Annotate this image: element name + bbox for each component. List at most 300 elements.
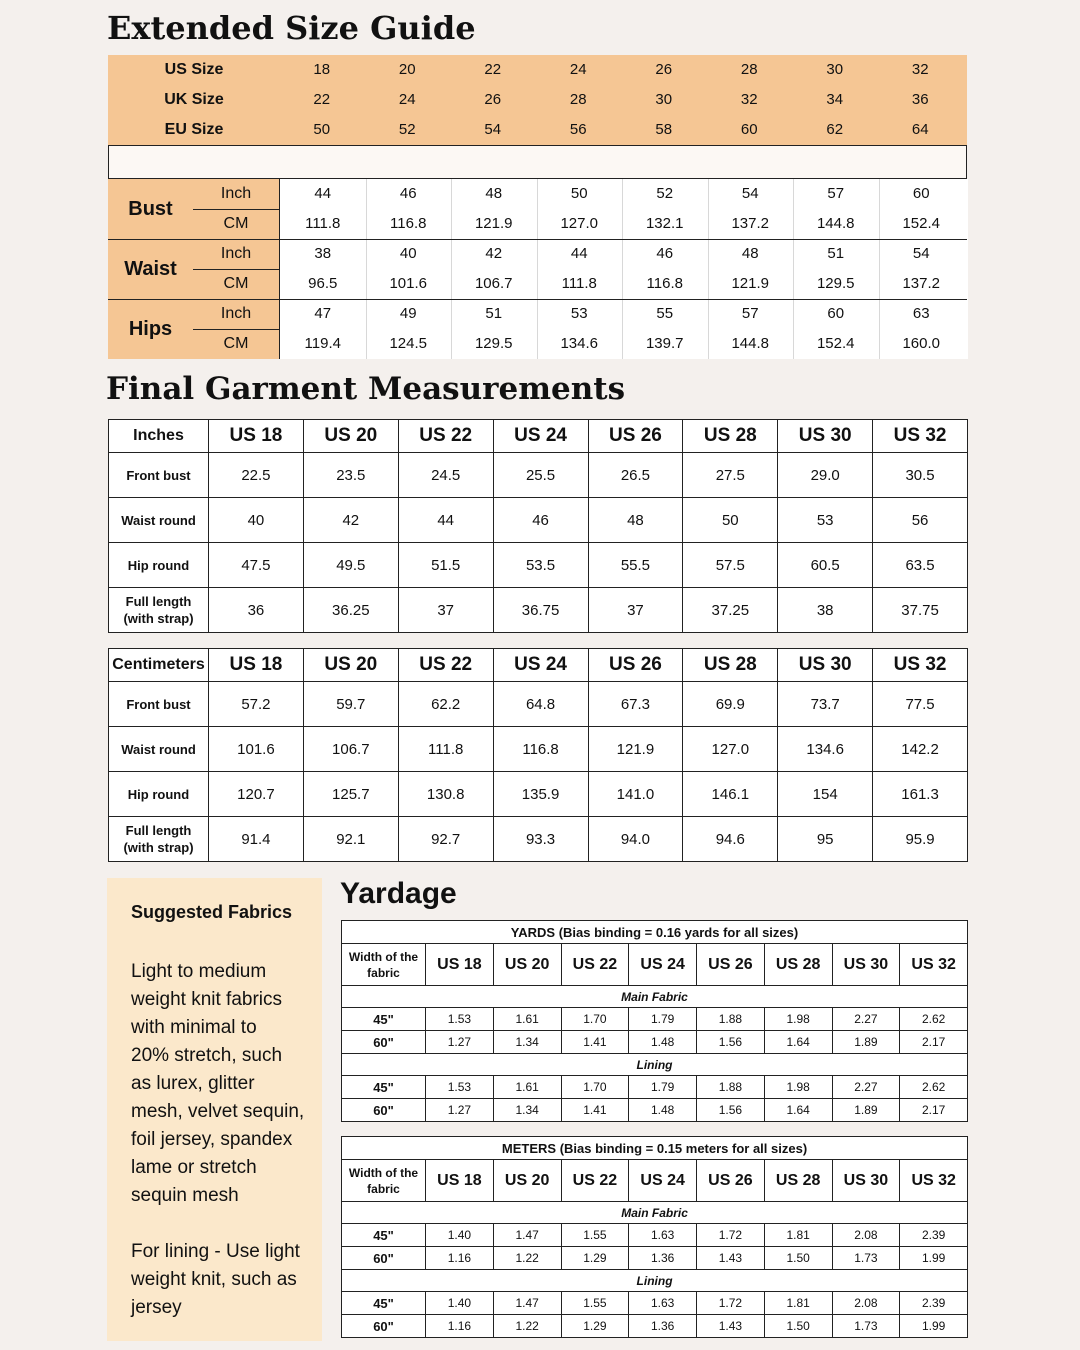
unit-divider	[193, 329, 279, 330]
size-value: 54	[484, 121, 502, 138]
fabrics-line: weight knit fabrics	[131, 989, 283, 1010]
column-divider	[622, 299, 623, 359]
cell-value: 2.62	[900, 1008, 968, 1031]
cell-value: 1.70	[561, 1008, 629, 1031]
section-label: Main Fabric	[342, 1202, 968, 1224]
measurement-value: 106.7	[474, 275, 513, 292]
size-value: 18	[313, 61, 331, 78]
table-row	[109, 817, 968, 862]
table-row	[109, 588, 968, 633]
lining-description	[131, 1238, 300, 1322]
measurement-value: 134.6	[560, 335, 599, 352]
measurement-value: 51	[485, 305, 503, 322]
corner-label: Centimeters	[109, 649, 209, 682]
size-row-label: UK Size	[164, 91, 224, 108]
fabrics-line: with minimal to	[131, 1017, 257, 1038]
size-header: US 24	[629, 1160, 697, 1202]
cell-value: 130.8	[398, 772, 493, 817]
measurement-value: 47	[314, 305, 332, 322]
table-row	[109, 772, 968, 817]
column-divider	[622, 239, 623, 299]
cell-value: 38	[778, 588, 873, 633]
column-divider	[793, 179, 794, 239]
column-divider	[622, 179, 623, 239]
row-label: Front bust	[109, 453, 209, 498]
column-divider	[879, 179, 880, 239]
measurement-value: 144.8	[731, 335, 770, 352]
table-row	[109, 453, 968, 498]
cell-value: 1.16	[426, 1247, 494, 1270]
unit-divider	[193, 209, 279, 210]
cell-value: 1.22	[493, 1315, 561, 1338]
size-header: US 20	[303, 420, 398, 453]
cell-value: 135.9	[493, 772, 588, 817]
table-row	[342, 1247, 968, 1270]
measurement-value: 48	[485, 185, 503, 202]
cell-value: 64.8	[493, 682, 588, 727]
cell-value: 67.3	[588, 682, 683, 727]
cell-value: 1.55	[561, 1224, 629, 1247]
cell-value: 46	[493, 498, 588, 543]
caption-row	[342, 921, 968, 944]
size-row	[108, 55, 967, 85]
size-row-label: US Size	[164, 61, 224, 78]
size-header: US 20	[493, 1160, 561, 1202]
measurement-value: 132.1	[645, 215, 684, 232]
table-row	[109, 727, 968, 772]
unit-label: CM	[223, 275, 249, 292]
table-row	[109, 682, 968, 727]
cell-value: 1.16	[426, 1315, 494, 1338]
column-divider	[708, 179, 709, 239]
size-value: 64	[911, 121, 929, 138]
size-header: US 22	[398, 649, 493, 682]
size-header: US 24	[493, 420, 588, 453]
size-header: US 28	[683, 649, 778, 682]
unit-label: CM	[223, 215, 249, 232]
measurement-value: 51	[827, 245, 845, 262]
measurement-label: Bust	[108, 179, 193, 239]
cell-value: 1.43	[697, 1247, 765, 1270]
cell-value: 29.0	[778, 453, 873, 498]
cell-value: 1.72	[697, 1292, 765, 1315]
width-value: 45"	[342, 1008, 426, 1031]
table-row	[342, 1292, 968, 1315]
column-divider	[366, 299, 367, 359]
column-divider	[451, 239, 452, 299]
cell-value: 2.39	[900, 1292, 968, 1315]
section-label: Lining	[342, 1054, 968, 1076]
size-header: US 32	[873, 649, 968, 682]
cell-value: 92.7	[398, 817, 493, 862]
column-divider	[537, 179, 538, 239]
yardage-yards-table	[341, 920, 968, 1122]
header-row	[342, 1160, 968, 1202]
cell-value: 120.7	[209, 772, 304, 817]
cell-value: 2.08	[832, 1292, 900, 1315]
measurement-value: 160.0	[902, 335, 941, 352]
size-value: 30	[826, 61, 844, 78]
column-divider	[537, 299, 538, 359]
cell-value: 1.48	[629, 1031, 697, 1054]
cell-value: 25.5	[493, 453, 588, 498]
measurement-value: 46	[656, 245, 674, 262]
size-header: US 30	[832, 1160, 900, 1202]
measurement-value: 137.2	[902, 275, 941, 292]
garment-centimeters-table	[108, 648, 968, 862]
cell-value: 1.41	[561, 1031, 629, 1054]
cell-value: 161.3	[873, 772, 968, 817]
width-value: 45"	[342, 1076, 426, 1099]
size-value: 20	[398, 61, 416, 78]
measurement-value: 60	[827, 305, 845, 322]
size-header: US 24	[493, 649, 588, 682]
measurement-value: 152.4	[902, 215, 941, 232]
measurement-value: 54	[741, 185, 759, 202]
column-divider	[537, 239, 538, 299]
cell-value: 1.70	[561, 1076, 629, 1099]
cell-value: 1.34	[493, 1099, 561, 1122]
size-header: US 30	[832, 944, 900, 986]
row-divider	[108, 299, 967, 300]
unit-divider	[193, 269, 279, 270]
cell-value: 50	[683, 498, 778, 543]
cell-value: 94.0	[588, 817, 683, 862]
measurement-value: 121.9	[474, 215, 513, 232]
size-row	[108, 85, 967, 115]
cell-value: 42	[303, 498, 398, 543]
cell-value: 1.36	[629, 1247, 697, 1270]
cell-value: 77.5	[873, 682, 968, 727]
width-label: Width of the fabric	[342, 944, 426, 986]
size-header: US 20	[493, 944, 561, 986]
measurement-value: 38	[314, 245, 332, 262]
lining-line: For lining - Use light	[131, 1241, 300, 1262]
cell-value: 37.25	[683, 588, 778, 633]
size-header: US 30	[778, 649, 873, 682]
table-row	[342, 1099, 968, 1122]
measurement-value: 121.9	[731, 275, 770, 292]
row-label: Waist round	[109, 727, 209, 772]
cell-value: 69.9	[683, 682, 778, 727]
measurement-value: 127.0	[560, 215, 599, 232]
measurement-value: 63	[912, 305, 930, 322]
cell-value: 1.50	[764, 1315, 832, 1338]
size-header: US 26	[697, 1160, 765, 1202]
cell-value: 125.7	[303, 772, 398, 817]
size-value: 28	[569, 91, 587, 108]
measurement-values	[279, 239, 968, 299]
cell-value: 23.5	[303, 453, 398, 498]
cell-value: 1.27	[426, 1099, 494, 1122]
measurement-value: 50	[570, 185, 588, 202]
size-value: 56	[569, 121, 587, 138]
size-conversion-header	[108, 55, 967, 145]
measurement-label: Hips	[108, 299, 193, 359]
measurement-value: 111.8	[305, 215, 341, 232]
cell-value: 63.5	[873, 543, 968, 588]
size-header: US 24	[629, 944, 697, 986]
suggested-fabrics-panel	[107, 878, 322, 1341]
table-row	[109, 498, 968, 543]
unit-column	[193, 299, 279, 359]
section-row	[342, 1202, 968, 1224]
cell-value: 47.5	[209, 543, 304, 588]
cell-value: 1.53	[426, 1008, 494, 1031]
size-header: US 28	[683, 420, 778, 453]
cell-value: 1.48	[629, 1099, 697, 1122]
size-value: 32	[911, 61, 929, 78]
measurement-value: 116.8	[390, 215, 427, 232]
cell-value: 1.72	[697, 1224, 765, 1247]
cell-value: 1.29	[561, 1315, 629, 1338]
cell-value: 121.9	[588, 727, 683, 772]
table-row	[342, 1224, 968, 1247]
cell-value: 1.64	[764, 1099, 832, 1122]
unit-label: Inch	[220, 305, 252, 322]
cell-value: 1.27	[426, 1031, 494, 1054]
cell-value: 134.6	[778, 727, 873, 772]
measurement-value: 54	[912, 245, 930, 262]
cell-value: 30.5	[873, 453, 968, 498]
yardage-title: Yardage	[340, 877, 457, 910]
fabrics-line: mesh, velvet sequin,	[131, 1101, 305, 1122]
measurement-value: 44	[314, 185, 332, 202]
fabrics-line: lame or stretch	[131, 1157, 257, 1178]
measurement-value: 124.5	[389, 335, 428, 352]
lining-line: weight knit, such as	[131, 1269, 297, 1290]
cell-value: 1.63	[629, 1224, 697, 1247]
unit-label: CM	[223, 335, 249, 352]
cell-value: 1.99	[900, 1315, 968, 1338]
measurement-value: 144.8	[816, 215, 855, 232]
cell-value: 1.81	[764, 1292, 832, 1315]
cell-value: 37.75	[873, 588, 968, 633]
measurement-values	[279, 299, 968, 359]
measurement-value: 52	[656, 185, 674, 202]
fabrics-line: foil jersey, spandex	[131, 1129, 293, 1150]
cell-value: 2.27	[832, 1076, 900, 1099]
table-row	[109, 543, 968, 588]
fabrics-title: Suggested Fabrics	[131, 902, 293, 922]
cell-value: 1.36	[629, 1315, 697, 1338]
size-value: 58	[655, 121, 673, 138]
fabrics-line: 20% stretch, such	[131, 1045, 283, 1066]
cell-value: 1.61	[493, 1008, 561, 1031]
cell-value: 1.63	[629, 1292, 697, 1315]
spacer-row	[108, 145, 967, 179]
measurement-value: 152.4	[816, 335, 855, 352]
measurement-value: 101.6	[389, 275, 428, 292]
cell-value: 127.0	[683, 727, 778, 772]
unit-column	[193, 179, 279, 239]
cell-value: 94.6	[683, 817, 778, 862]
width-label: Width of the fabric	[342, 1160, 426, 1202]
size-header: US 18	[209, 649, 304, 682]
cell-value: 142.2	[873, 727, 968, 772]
row-label: Hip round	[109, 772, 209, 817]
measurement-value: 111.8	[561, 275, 597, 292]
cell-value: 57.5	[683, 543, 778, 588]
size-value: 36	[911, 91, 929, 108]
cell-value: 116.8	[493, 727, 588, 772]
measurement-value: 119.4	[304, 335, 341, 352]
measurement-value: 57	[827, 185, 845, 202]
cell-value: 1.47	[493, 1292, 561, 1315]
cell-value: 1.89	[832, 1099, 900, 1122]
cell-value: 106.7	[303, 727, 398, 772]
row-label: Full length (with strap)	[109, 588, 209, 633]
row-label: Waist round	[109, 498, 209, 543]
fabrics-line: sequin mesh	[131, 1185, 239, 1206]
cell-value: 36	[209, 588, 304, 633]
cell-value: 95.9	[873, 817, 968, 862]
cell-value: 1.40	[426, 1292, 494, 1315]
unit-column	[193, 239, 279, 299]
column-divider	[366, 179, 367, 239]
size-header: US 26	[588, 649, 683, 682]
cell-value: 26.5	[588, 453, 683, 498]
size-value: 26	[484, 91, 502, 108]
cell-value: 51.5	[398, 543, 493, 588]
measurement-value: 46	[399, 185, 417, 202]
column-divider	[451, 179, 452, 239]
size-value: 50	[313, 121, 331, 138]
fabrics-line: Light to medium	[131, 961, 267, 982]
cell-value: 1.40	[426, 1224, 494, 1247]
cell-value: 95	[778, 817, 873, 862]
header-row	[109, 649, 968, 682]
cell-value: 2.39	[900, 1224, 968, 1247]
width-value: 45"	[342, 1292, 426, 1315]
fabrics-line: as lurex, glitter	[131, 1073, 255, 1094]
cell-value: 37	[398, 588, 493, 633]
size-header: US 18	[426, 1160, 494, 1202]
measurement-value: 139.7	[645, 335, 684, 352]
table-caption: YARDS (Bias binding = 0.16 yards for all sizes)	[342, 921, 968, 944]
cell-value: 1.53	[426, 1076, 494, 1099]
cell-value: 1.64	[764, 1031, 832, 1054]
table-caption: METERS (Bias binding = 0.15 meters for all sizes)	[342, 1137, 968, 1160]
size-header: US 28	[764, 944, 832, 986]
section-row	[342, 1270, 968, 1292]
cell-value: 37	[588, 588, 683, 633]
section-label: Lining	[342, 1270, 968, 1292]
cell-value: 2.27	[832, 1008, 900, 1031]
header-row	[109, 420, 968, 453]
column-divider	[708, 299, 709, 359]
measurement-value: 137.2	[731, 215, 770, 232]
cell-value: 91.4	[209, 817, 304, 862]
body-measurements	[108, 179, 967, 359]
measurement-value: 116.8	[646, 275, 683, 292]
cell-value: 1.43	[697, 1315, 765, 1338]
size-header: US 22	[398, 420, 493, 453]
cell-value: 1.98	[764, 1008, 832, 1031]
table-row	[342, 1031, 968, 1054]
column-divider	[708, 239, 709, 299]
cell-value: 73.7	[778, 682, 873, 727]
header-row	[342, 944, 968, 986]
size-header: US 20	[303, 649, 398, 682]
size-header: US 32	[900, 1160, 968, 1202]
measurement-label: Waist	[108, 239, 193, 299]
size-value: 22	[313, 91, 331, 108]
cell-value: 1.22	[493, 1247, 561, 1270]
table-row	[342, 1315, 968, 1338]
width-value: 60"	[342, 1247, 426, 1270]
size-value: 26	[655, 61, 673, 78]
size-header: US 18	[209, 420, 304, 453]
cell-value: 1.88	[697, 1076, 765, 1099]
column-divider	[793, 239, 794, 299]
row-label: Full length (with strap)	[109, 817, 209, 862]
cell-value: 24.5	[398, 453, 493, 498]
size-header: US 32	[873, 420, 968, 453]
column-divider	[793, 299, 794, 359]
cell-value: 1.88	[697, 1008, 765, 1031]
cell-value: 1.50	[764, 1247, 832, 1270]
cell-value: 55.5	[588, 543, 683, 588]
row-label: Front bust	[109, 682, 209, 727]
column-divider	[366, 239, 367, 299]
section-label: Main Fabric	[342, 986, 968, 1008]
cell-value: 1.56	[697, 1031, 765, 1054]
unit-label: Inch	[220, 245, 252, 262]
table-row	[342, 1076, 968, 1099]
measurement-value: 60	[912, 185, 930, 202]
measurement-value: 57	[741, 305, 759, 322]
size-value: 32	[740, 91, 758, 108]
cell-value: 92.1	[303, 817, 398, 862]
measurement-value: 53	[570, 305, 588, 322]
size-value: 28	[740, 61, 758, 78]
cell-value: 27.5	[683, 453, 778, 498]
width-value: 60"	[342, 1315, 426, 1338]
cell-value: 101.6	[209, 727, 304, 772]
column-divider	[879, 239, 880, 299]
size-value: 60	[740, 121, 758, 138]
cell-value: 2.17	[900, 1099, 968, 1122]
cell-value: 57.2	[209, 682, 304, 727]
table-row	[342, 1008, 968, 1031]
yardage-meters-table	[341, 1136, 968, 1338]
cell-value: 1.98	[764, 1076, 832, 1099]
cell-value: 1.73	[832, 1247, 900, 1270]
row-divider	[108, 239, 967, 240]
measurement-value: 129.5	[816, 275, 855, 292]
unit-label: Inch	[220, 185, 252, 202]
cell-value: 53.5	[493, 543, 588, 588]
cell-value: 1.34	[493, 1031, 561, 1054]
cell-value: 1.41	[561, 1099, 629, 1122]
size-value: 22	[484, 61, 502, 78]
cell-value: 36.25	[303, 588, 398, 633]
cell-value: 1.29	[561, 1247, 629, 1270]
size-value: 52	[398, 121, 416, 138]
row-label: Hip round	[109, 543, 209, 588]
size-guide-table	[108, 55, 967, 352]
size-header: US 32	[900, 944, 968, 986]
cell-value: 1.73	[832, 1315, 900, 1338]
cell-value: 22.5	[209, 453, 304, 498]
corner-label: Inches	[109, 420, 209, 453]
measurement-values	[279, 179, 968, 239]
cell-value: 1.81	[764, 1224, 832, 1247]
cell-value: 60.5	[778, 543, 873, 588]
lining-line: jersey	[131, 1297, 182, 1318]
cell-value: 111.8	[398, 727, 493, 772]
